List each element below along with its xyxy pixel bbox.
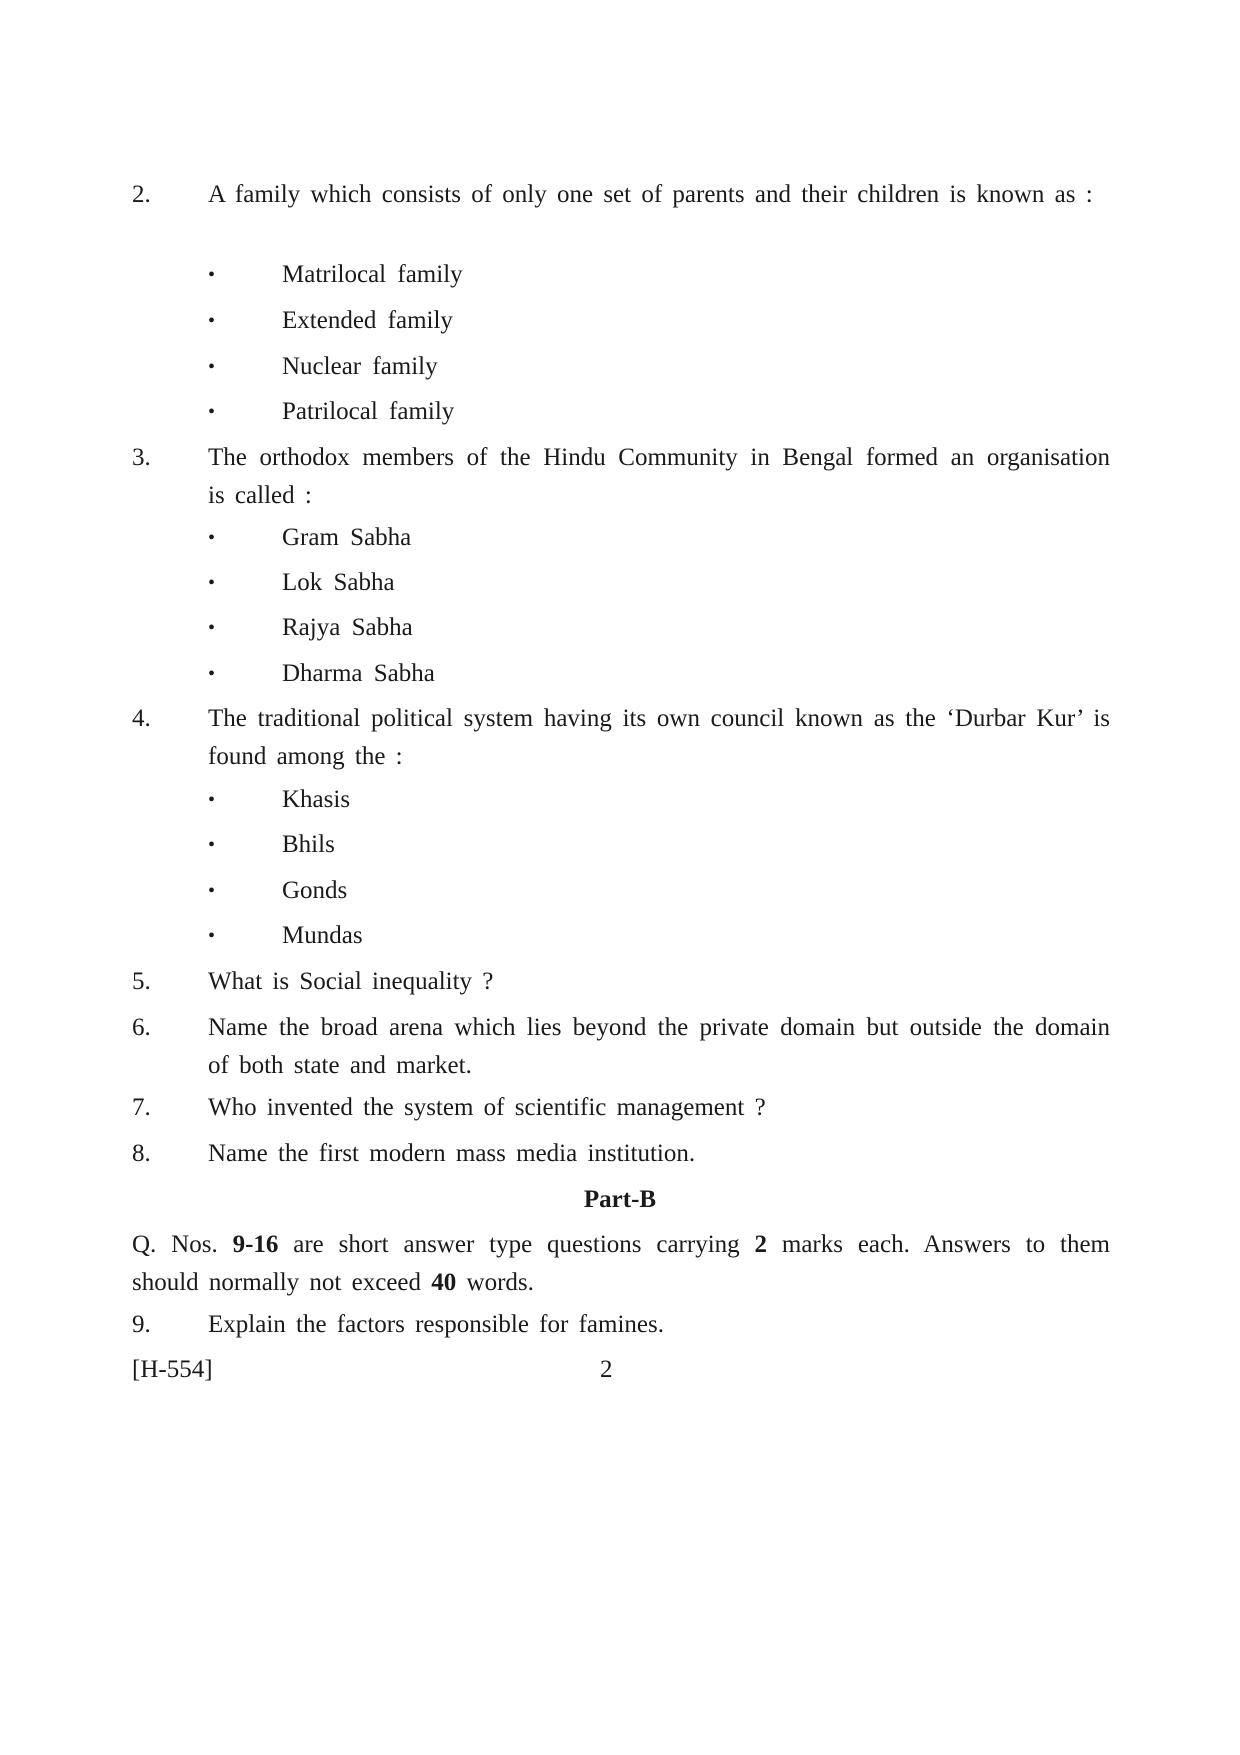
section-instruction [132, 1226, 1110, 1302]
option-text: Matrilocal family [282, 261, 463, 288]
question-text: A family which consists of only one set of parents and their children is known as : [208, 181, 1093, 208]
bullet-icon: • [208, 617, 216, 639]
option [208, 256, 463, 294]
bullet-icon: • [208, 527, 216, 549]
question-6 [132, 1009, 1110, 1085]
question-7 [132, 1089, 1110, 1127]
question-4 [132, 700, 1110, 776]
question-number: 5. [132, 968, 151, 995]
question-range: 9-16 [232, 1231, 279, 1258]
bullet-icon: • [208, 264, 216, 286]
bullet-icon: • [208, 356, 216, 378]
option-text: Khasis [282, 786, 351, 813]
bullet-icon: • [208, 401, 216, 423]
option [208, 348, 438, 386]
option [208, 872, 347, 910]
option-text: Rajya Sabha [282, 614, 413, 641]
question-3 [132, 439, 1110, 515]
bullet-icon: • [208, 572, 216, 594]
question-number: 9. [132, 1311, 151, 1338]
option [208, 609, 413, 647]
option [208, 655, 435, 693]
instruction-text: marks each. Answers to them should normally not exceed [132, 1231, 1110, 1296]
question-number: 7. [132, 1094, 151, 1121]
bullet-icon: • [208, 880, 216, 902]
option-text: Extended family [282, 307, 453, 334]
option [208, 781, 350, 819]
question-8 [132, 1135, 1110, 1173]
question-text: The orthodox members of the Hindu Community in Bengal formed an organisation is called : [208, 444, 1110, 509]
question-number: 4. [132, 705, 151, 732]
bullet-icon: • [208, 663, 216, 685]
bullet-icon: • [208, 310, 216, 332]
section-heading: Part-B [583, 1186, 657, 1213]
option-text: Dharma Sabha [282, 660, 435, 687]
question-number: 8. [132, 1140, 151, 1167]
word-limit: 40 [431, 1269, 457, 1296]
bullet-icon: • [208, 925, 216, 947]
question-9 [132, 1306, 1110, 1344]
option-text: Nuclear family [282, 353, 438, 380]
question-number: 2. [132, 181, 151, 208]
question-text: Name the first modern mass media institution. [208, 1140, 696, 1167]
question-text: Explain the factors responsible for famines. [208, 1311, 664, 1338]
bullet-icon: • [208, 789, 216, 811]
option-text: Gram Sabha [282, 524, 412, 551]
option-text: Patrilocal family [282, 398, 455, 425]
paper-code: [H-554] [132, 1356, 213, 1383]
question-text: The traditional political system having its own council known as the ‘Durbar Kur’ is found among the : [208, 705, 1110, 770]
instruction-text: are short answer type questions carrying [278, 1231, 755, 1258]
option [208, 564, 395, 602]
question-text: What is Social inequality ? [208, 968, 494, 995]
marks-value: 2 [754, 1231, 768, 1258]
option-text: Mundas [282, 922, 363, 949]
question-number: 3. [132, 444, 151, 471]
option-text: Bhils [282, 831, 335, 858]
question-number: 6. [132, 1014, 151, 1041]
instruction-text: Q. Nos. [132, 1231, 233, 1258]
page-number: 2 [600, 1356, 613, 1383]
option [208, 519, 411, 557]
bullet-icon: • [208, 834, 216, 856]
option [208, 917, 363, 955]
option [208, 393, 454, 431]
option [208, 826, 335, 864]
instruction-text: words. [456, 1269, 534, 1296]
question-text: Who invented the system of scientific management ? [208, 1094, 766, 1121]
question-2 [132, 176, 1110, 214]
question-text: Name the broad arena which lies beyond the private domain but outside the domain of both state and market. [208, 1014, 1110, 1079]
option-text: Gonds [282, 877, 348, 904]
option [208, 302, 453, 340]
option-text: Lok Sabha [282, 569, 395, 596]
question-5 [132, 963, 1110, 1001]
